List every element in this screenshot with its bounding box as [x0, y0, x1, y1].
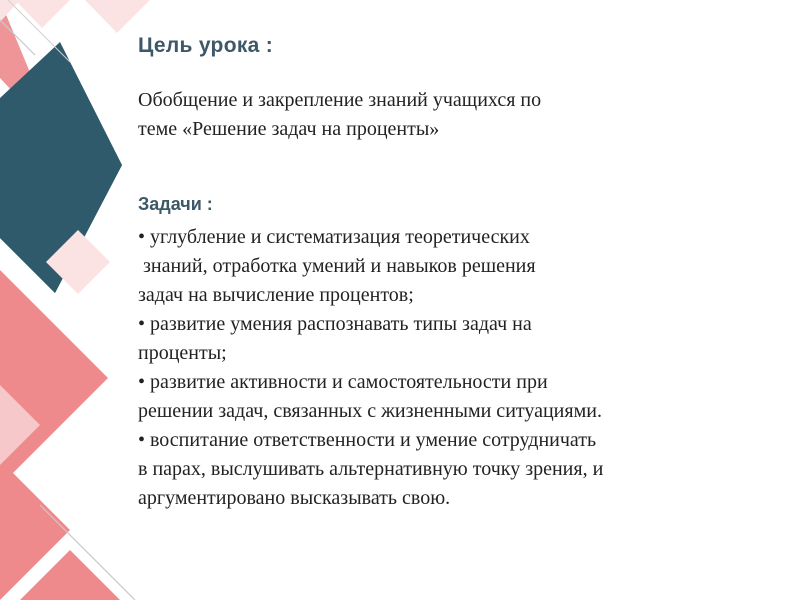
task-line: • развитие умения распознавать типы задач на — [138, 313, 532, 335]
task-line: решении задач, связанных с жизненными ситуациями. — [138, 400, 602, 422]
tasks-heading: Задачи : — [138, 194, 213, 214]
lesson-goal — [138, 86, 738, 144]
coral-strip-top-left — [0, 0, 20, 22]
task-line: • воспитание ответственности и умение сотрудничать — [138, 429, 597, 451]
task-line: аргументировано высказывать свою. — [138, 487, 451, 509]
goal-line: теме «Решение задач на проценты» — [138, 118, 440, 140]
task-line: проценты; — [138, 342, 227, 364]
task-line: задач на вычисление процентов; — [138, 284, 414, 306]
light-pink-triangle-top-right — [85, 0, 150, 33]
task-line: в парах, выслушивать альтернативную точку зрения, и — [138, 458, 604, 480]
coral-diamond-large — [0, 270, 108, 486]
light-pink-diamond-top — [15, 0, 70, 28]
goal-line: Обобщение и закрепление знаний учащихся по — [138, 89, 542, 111]
task-line: • развитие активности и самостоятельности при — [138, 371, 548, 393]
tasks-list — [138, 223, 788, 513]
slide-title: Цель урока : — [138, 34, 274, 57]
task-line: знаний, отработка умений и навыков решения — [138, 255, 536, 277]
task-line: • углубление и систематизация теоретических — [138, 226, 530, 248]
